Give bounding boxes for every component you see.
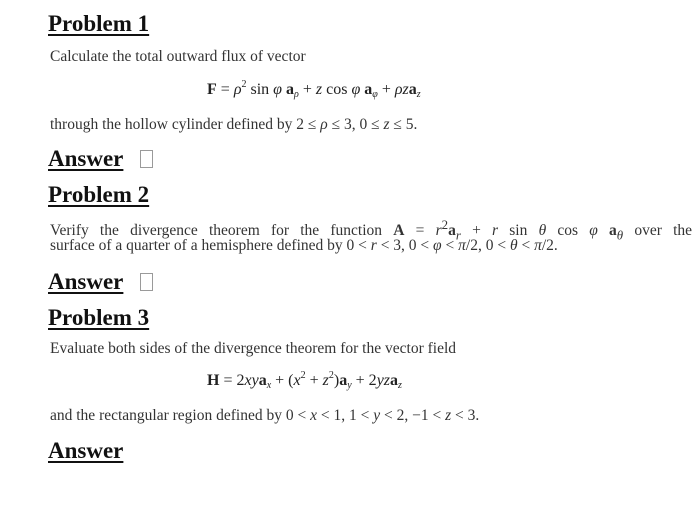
problem-2-heading: [48, 183, 149, 206]
problem-2-answer-box-icon[interactable]: [140, 273, 153, 291]
problem-1-answer[interactable]: [48, 147, 123, 170]
problem-2-title: Problem 2: [48, 182, 150, 207]
problem-2-line-1: Verify the divergence theorem for the function $A = r^2a_r + r$ sin θ cos φ $a_\theta$ over the: [50, 217, 693, 243]
problem-2-answer-label[interactable]: Answer: [48, 269, 124, 294]
problem-2-answer[interactable]: [48, 270, 123, 293]
problem-1-title: Problem 1: [48, 11, 150, 36]
problem-3-answer[interactable]: [48, 439, 123, 462]
problem-3-region: and the rectangular region defined by 0 < x < 1, 1 < y < 2, −1 < z < 3.: [50, 407, 480, 424]
problem-1-formula: $F = \rho^2$ sin φ $a_\rho + z$ cos φ $a_\varphi + \rho za_z$: [207, 79, 421, 100]
problem-1-heading: [48, 12, 149, 35]
problem-3-formula: $H = 2xya_x + (x^2 + z^2)a_y + 2yza_z$: [207, 370, 402, 391]
problem-1-region: through the hollow cylinder defined by 2 ≤ ρ ≤ 3, 0 ≤ z ≤ 5.: [50, 116, 418, 133]
problem-1-answer-label[interactable]: Answer: [48, 146, 124, 171]
problem-3-title: Problem 3: [48, 305, 150, 330]
problem-2-line-2: surface of a quarter of a hemisphere defined by 0 < r < 3, 0 < φ < π/2, 0 < θ < π/2.: [50, 237, 558, 254]
problem-3-intro: Evaluate both sides of the divergence theorem for the vector field: [50, 340, 457, 357]
problem-1-intro: Calculate the total outward flux of vector: [50, 48, 306, 65]
problem-3-answer-label[interactable]: Answer: [48, 438, 124, 463]
problem-1-answer-box-icon[interactable]: [140, 150, 153, 168]
problem-3-heading: [48, 306, 149, 329]
